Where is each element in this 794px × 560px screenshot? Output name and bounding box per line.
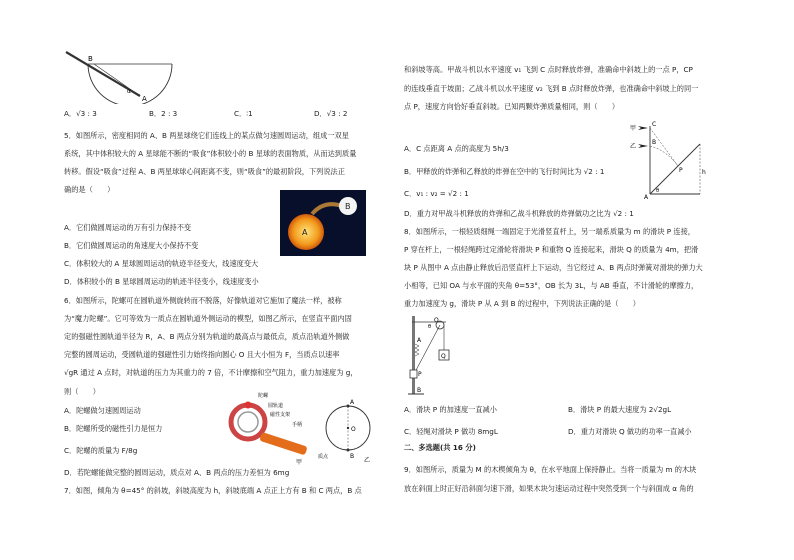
- q4-figure: [64, 44, 174, 104]
- q7-label-c: C: [652, 121, 657, 128]
- q4-semicircle: [88, 64, 172, 104]
- q6-line-1: 6．如图所示，陀螺可在圆轨道外侧旋转而不脱落，好像轨道对它施加了魔法一样，被称: [64, 296, 342, 305]
- q8-label-a: A: [417, 337, 422, 344]
- q5-line-1: 5．如图所示，密度相同的 A、B 两星球绕它们连线上的某点做匀速圆周运动，组成一双星: [64, 131, 349, 140]
- q7-label-h: h: [702, 169, 706, 176]
- q6-option-c[interactable]: C．陀螺的质量为 F/8g: [64, 446, 138, 455]
- q6-label-b: B: [350, 453, 355, 460]
- q4-option-a[interactable]: A．√3 : 3: [64, 109, 97, 118]
- q8-label-o: O: [434, 317, 439, 324]
- q5-label-b: B: [345, 202, 351, 211]
- q7-line-2: 和斜坡等高。甲战斗机以水平速度 v₁ 飞到 C 点时释放炸弹，准确命中斜坡上的一点 P，CP: [404, 65, 693, 74]
- q4-label-b: B: [88, 55, 93, 63]
- q8-option-d[interactable]: D．重力对滑块 Q 做功的功率一直减小: [568, 427, 692, 436]
- q8-line-4: 小相等，已知 OA 与水平面的夹角 θ=53°，OB 长为 3L，与 AB 垂直，不计滑轮的摩擦力，: [404, 281, 699, 290]
- q8-line-5: 重力加速度为 g，滑块 P 从 A 到 B 的过程中，下列说法正确的是（ ）: [404, 299, 640, 308]
- q8-block-p: [410, 370, 417, 378]
- q9-line-2: 放在斜面上时正好沿斜面匀速下滑，如果木块匀速运动过程中突然受到一个与斜面成 α 角的: [404, 484, 694, 493]
- q8-label-b: B: [417, 387, 422, 394]
- q5-label-a: A: [302, 228, 308, 237]
- q6-option-b[interactable]: B．陀螺所受的磁性引力是恒力: [64, 424, 163, 433]
- q6-handle: [259, 432, 307, 455]
- q7-line-3: 的连线垂直于坡面；乙战斗机以水平速度 v₂ 飞到 B 点时释放炸弹，也准确命中斜坡上的同一: [404, 84, 699, 93]
- q6-option-d[interactable]: D．若陀螺能做完整的圆周运动，质点对 A、B 两点的压力差恒为 6mg: [64, 468, 290, 477]
- q8-rod: [412, 316, 415, 394]
- q7-label-yi: 乙: [630, 143, 637, 150]
- q6-tag-stand: 磁性支架: [270, 412, 291, 418]
- q6-option-a[interactable]: A．陀螺做匀速圆周运动: [64, 406, 141, 415]
- q7-figure: [630, 120, 710, 200]
- q7-option-c[interactable]: C．v₁ : v₂ = √2 : 1: [404, 189, 469, 198]
- q6-tag-handle: 手柄: [292, 422, 303, 428]
- q8-line-3: 块 P 从图中 A 点由静止释放后沿竖直杆上下运动，当它经过 A、B 两点时弹簧对滑块的弹力大: [404, 263, 703, 272]
- q7-label-jia: 甲: [630, 125, 637, 132]
- q8-label-theta: θ: [428, 324, 432, 330]
- q6-figure: [218, 392, 378, 466]
- q4-label-a: A: [142, 95, 147, 103]
- q8-line-2: P 穿在杆上，一根轻绳跨过定滑轮将滑块 P 和重物 Q 连接起来，滑块 Q 的质量为 4m，把滑: [404, 245, 699, 254]
- q7-plane-yi: [638, 144, 648, 148]
- q6-top: [245, 402, 252, 409]
- q7-label-a: A: [644, 194, 649, 200]
- q6-label-yi: 乙: [364, 457, 371, 464]
- q9-line-1: 9．如图所示，质量为 M 的木楔倾角为 θ，在水平地面上保持静止。当将一质量为 m 的木块: [404, 465, 697, 474]
- q6-line-3: 定的强磁性圆轨道半径为 R，A、B 两点分别为轨道的最高点与最低点，质点沿轨道外侧做: [64, 332, 350, 341]
- q7-label-p: P: [679, 167, 683, 174]
- q8-figure: [406, 314, 466, 396]
- q6-line-4: 完整的圆周运动，受圆轨道的强磁性引力始终指向圆心 O 且大小恒为 F，当质点以速率: [64, 350, 340, 359]
- q7-line-4: 点 P，速度方向恰好垂直斜坡。已知两颗炸弹质量相同，则（ ）: [404, 102, 620, 111]
- q8-spring: [415, 344, 419, 356]
- q8-label-p: P: [418, 371, 422, 378]
- q8-option-c[interactable]: C．轻绳对滑块 P 做功 8mgL: [404, 427, 498, 436]
- q4-option-b[interactable]: B．2 : 3: [149, 109, 178, 118]
- q6-tag-track: 圆轨道: [268, 403, 284, 409]
- q6-tag-top: 陀螺: [258, 393, 269, 399]
- section-multi-choice-heading: 二、多选题(共 16 分): [404, 443, 476, 452]
- q5-line-4: 确的是（ ）: [64, 185, 115, 194]
- q7-option-b[interactable]: B．甲释放的炸弹和乙释放的炸弹在空中的飞行时间比为 √2 : 1: [404, 167, 605, 176]
- q6-label-o: O: [351, 426, 356, 433]
- q4-option-c[interactable]: C．∶1: [234, 109, 253, 118]
- q4-option-d[interactable]: D．√3 : 2: [314, 109, 348, 118]
- q8-option-b[interactable]: B．滑块 P 的最大速度为 2√2gL: [568, 405, 672, 414]
- q8-line-1: 8．如图所示，一根轻质细绳一端固定于光滑竖直杆上，另一端系质量为 m 的滑块 P 连接，: [404, 227, 695, 236]
- q6-line-5: √gR 通过 A 点时，对轨道的压力为其重力的 7 倍，不计摩擦和空气阻力，重力加速度为 g，: [64, 368, 358, 377]
- q6-label-a: A: [350, 399, 355, 406]
- q5-line-3: 转移。假设“吸食”过程 A、B 两星球球心间距离不变，则“吸食”的最初阶段，下列说法正: [64, 167, 345, 176]
- q8-label-q: Q: [441, 353, 446, 360]
- q4-label-angle: α: [127, 88, 131, 95]
- q7-option-a[interactable]: A．C 点距离 A 点的高度为 5h/3: [404, 144, 509, 153]
- q6-label-jia: 甲: [296, 459, 303, 466]
- q7-label-theta: θ: [656, 188, 660, 194]
- q7-plane-jia: [638, 126, 648, 130]
- q6-track-ring: [231, 405, 265, 439]
- q5-line-2: 系统，其中体积较大的 A 星球能不断的“吸食”体积较小的 B 星球的表面物质，从而达到质量: [64, 149, 357, 158]
- q7-label-b: B: [652, 139, 657, 146]
- q6-line-2: 为“魔力陀螺”。它可等效为一质点在圆轨道外侧运动的模型，如图乙所示，在竖直平面内固: [64, 314, 352, 323]
- q5-option-a[interactable]: A．它们做圆周运动的万有引力保持不变: [64, 223, 192, 232]
- q7-slope: [650, 144, 700, 194]
- q6-label-point: 质点: [318, 454, 329, 460]
- q8-option-a[interactable]: A．滑块 P 的加速度一直减小: [404, 405, 497, 414]
- q5-option-b[interactable]: B．它们做圆周运动的角速度大小保持不变: [64, 241, 199, 250]
- q5-option-d[interactable]: D．体积较小的 B 星球圆周运动的轨迹半径变小，线速度变小: [64, 277, 259, 286]
- q5-option-c[interactable]: C．体积较大的 A 星球圆周运动的轨迹半径变大，线速度变大: [64, 259, 259, 268]
- q5-figure: [280, 190, 366, 256]
- q7-line-1: 7．如图，倾角为 θ=45° 的斜坡，斜坡高度为 h，斜坡底端 A 点正上方有 B 和 C 两点，B 点: [64, 486, 362, 495]
- q6-line-6: 则（ ）: [64, 387, 100, 396]
- q7-option-d[interactable]: D．重力对甲战斗机释放的炸弹和乙战斗机释放的炸弹做功之比为 √2 : 1: [404, 209, 634, 218]
